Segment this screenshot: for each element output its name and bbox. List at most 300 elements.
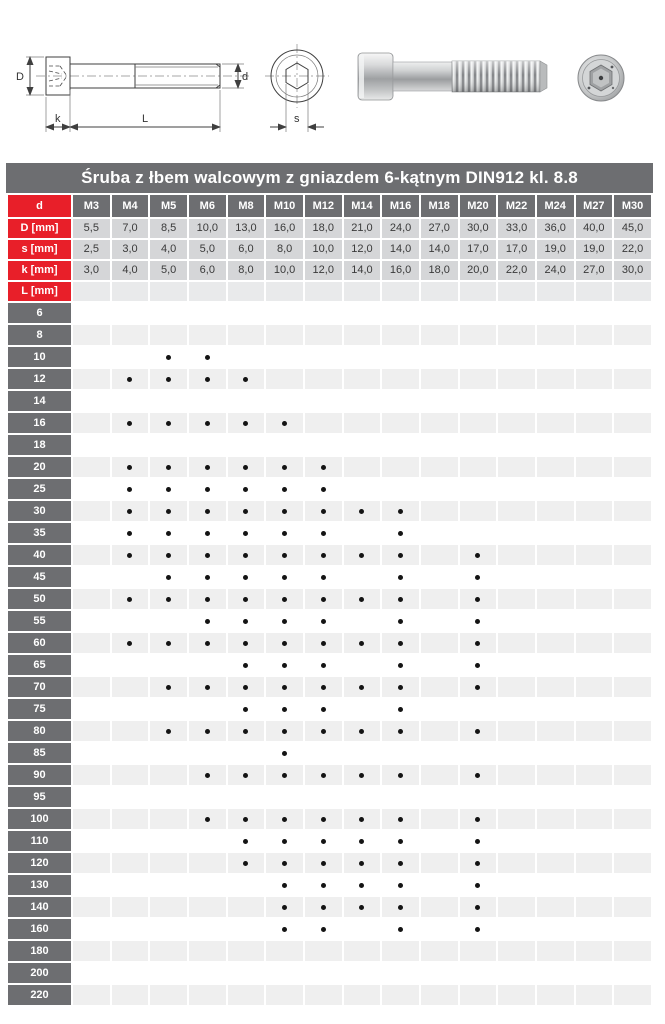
- availability-dot: [243, 597, 248, 602]
- availability-cell: [112, 787, 149, 807]
- availability-cell: [382, 941, 419, 961]
- availability-dot: [127, 553, 132, 558]
- availability-cell: [344, 325, 381, 345]
- availability-cell: [305, 941, 342, 961]
- availability-cell: [498, 567, 535, 587]
- availability-dot: [359, 817, 364, 822]
- availability-cell: [266, 501, 303, 521]
- availability-cell: [382, 435, 419, 455]
- availability-dot: [166, 509, 171, 514]
- dimension-value-cell: 7,0: [112, 219, 149, 238]
- availability-cell: [228, 523, 265, 543]
- dimension-value-cell: 33,0: [498, 219, 535, 238]
- availability-cell: [228, 985, 265, 1005]
- availability-dot: [398, 619, 403, 624]
- availability-cell: [421, 721, 458, 741]
- availability-dot: [243, 377, 248, 382]
- availability-cell: [537, 699, 574, 719]
- availability-cell: [228, 699, 265, 719]
- availability-cell: [305, 325, 342, 345]
- availability-cell: [112, 721, 149, 741]
- availability-cell: [576, 985, 613, 1005]
- availability-cell: [189, 655, 226, 675]
- availability-dot: [475, 597, 480, 602]
- availability-dot: [475, 685, 480, 690]
- availability-cell: [73, 479, 110, 499]
- availability-cell: [73, 809, 110, 829]
- dimension-row: [8, 240, 651, 259]
- size-header-row: [8, 195, 651, 217]
- availability-cell: [112, 699, 149, 719]
- availability-dot: [398, 817, 403, 822]
- availability-cell: [576, 655, 613, 675]
- availability-cell: [382, 325, 419, 345]
- availability-dot: [282, 773, 287, 778]
- dimension-row-label: D [mm]: [8, 219, 71, 238]
- length-row-label: 160: [8, 919, 71, 939]
- availability-cell: [421, 655, 458, 675]
- availability-cell: [614, 765, 651, 785]
- availability-cell: [460, 369, 497, 389]
- availability-dot: [321, 619, 326, 624]
- availability-cell: [266, 963, 303, 983]
- availability-cell: [228, 545, 265, 565]
- availability-cell: [344, 611, 381, 631]
- availability-cell: [112, 765, 149, 785]
- availability-cell: [189, 875, 226, 895]
- availability-dot: [282, 575, 287, 580]
- availability-cell: [150, 787, 187, 807]
- availability-cell: [266, 457, 303, 477]
- availability-cell: [305, 567, 342, 587]
- length-row-label: 18: [8, 435, 71, 455]
- availability-cell: [576, 875, 613, 895]
- dimension-value-cell: 17,0: [460, 240, 497, 259]
- availability-cell: [382, 567, 419, 587]
- dimension-value-cell: 19,0: [576, 240, 613, 259]
- size-col-header: M22: [498, 195, 535, 217]
- availability-cell: [150, 985, 187, 1005]
- availability-cell: [382, 589, 419, 609]
- availability-cell: [421, 369, 458, 389]
- availability-cell: [460, 897, 497, 917]
- availability-cell: [228, 831, 265, 851]
- size-col-header: M4: [112, 195, 149, 217]
- availability-cell: [498, 347, 535, 367]
- availability-dot: [398, 707, 403, 712]
- length-row: [8, 567, 651, 587]
- availability-dot: [243, 421, 248, 426]
- availability-cell: [112, 303, 149, 323]
- dimension-value-cell: 5,0: [150, 261, 187, 280]
- availability-cell: [150, 611, 187, 631]
- availability-cell: [498, 611, 535, 631]
- dimension-value-cell: 3,0: [112, 240, 149, 259]
- availability-cell: [150, 457, 187, 477]
- availability-dot: [282, 729, 287, 734]
- availability-dot: [359, 883, 364, 888]
- availability-dot: [321, 729, 326, 734]
- size-col-header: M8: [228, 195, 265, 217]
- availability-cell: [537, 457, 574, 477]
- availability-cell: [266, 919, 303, 939]
- availability-cell: [150, 963, 187, 983]
- availability-dot: [398, 883, 403, 888]
- length-row: [8, 369, 651, 389]
- length-row-label: 180: [8, 941, 71, 961]
- availability-cell: [73, 853, 110, 873]
- dimension-value-cell: 4,0: [112, 261, 149, 280]
- availability-cell: [228, 875, 265, 895]
- availability-cell: [344, 347, 381, 367]
- availability-cell: [189, 325, 226, 345]
- dimension-value-cell: 2,5: [73, 240, 110, 259]
- availability-dot: [321, 531, 326, 536]
- availability-dot: [475, 729, 480, 734]
- availability-cell: [112, 853, 149, 873]
- length-row: [8, 809, 651, 829]
- length-row: [8, 479, 651, 499]
- length-header-row: [8, 282, 651, 301]
- availability-cell: [344, 809, 381, 829]
- availability-cell: [112, 457, 149, 477]
- length-row: [8, 985, 651, 1005]
- dimension-row: [8, 219, 651, 238]
- availability-cell: [266, 699, 303, 719]
- length-header-empty-cell: [266, 282, 303, 301]
- availability-cell: [460, 963, 497, 983]
- length-header-empty-cell: [150, 282, 187, 301]
- availability-cell: [614, 677, 651, 697]
- availability-cell: [305, 479, 342, 499]
- availability-cell: [576, 897, 613, 917]
- availability-cell: [382, 523, 419, 543]
- dimension-value-cell: 24,0: [382, 219, 419, 238]
- length-header-empty-cell: [344, 282, 381, 301]
- availability-cell: [460, 523, 497, 543]
- availability-dot: [321, 487, 326, 492]
- length-row-label: 12: [8, 369, 71, 389]
- availability-cell: [421, 853, 458, 873]
- availability-cell: [498, 743, 535, 763]
- availability-cell: [537, 589, 574, 609]
- availability-dot: [282, 531, 287, 536]
- availability-cell: [228, 391, 265, 411]
- availability-cell: [150, 743, 187, 763]
- availability-dot: [359, 597, 364, 602]
- availability-cell: [614, 501, 651, 521]
- length-row-label: 65: [8, 655, 71, 675]
- availability-dot: [205, 377, 210, 382]
- dimension-value-cell: 14,0: [421, 240, 458, 259]
- availability-cell: [576, 589, 613, 609]
- availability-cell: [228, 897, 265, 917]
- availability-cell: [537, 479, 574, 499]
- availability-dot: [166, 641, 171, 646]
- availability-dot: [398, 509, 403, 514]
- availability-cell: [537, 831, 574, 851]
- availability-dot: [243, 619, 248, 624]
- dimension-value-cell: 45,0: [614, 219, 651, 238]
- availability-dot: [243, 509, 248, 514]
- availability-dot: [475, 663, 480, 668]
- availability-cell: [498, 897, 535, 917]
- availability-cell: [498, 765, 535, 785]
- availability-cell: [614, 655, 651, 675]
- availability-cell: [382, 765, 419, 785]
- availability-cell: [460, 875, 497, 895]
- screw-head-photo: [578, 55, 624, 101]
- availability-cell: [614, 391, 651, 411]
- availability-dot: [475, 839, 480, 844]
- availability-cell: [228, 765, 265, 785]
- availability-cell: [305, 435, 342, 455]
- dimension-value-cell: 27,0: [421, 219, 458, 238]
- availability-dot: [321, 663, 326, 668]
- availability-dot: [321, 707, 326, 712]
- dimension-value-cell: 12,0: [344, 240, 381, 259]
- availability-cell: [614, 963, 651, 983]
- availability-cell: [460, 457, 497, 477]
- availability-cell: [614, 787, 651, 807]
- availability-dot: [205, 531, 210, 536]
- length-row: [8, 765, 651, 785]
- availability-cell: [421, 435, 458, 455]
- availability-cell: [150, 919, 187, 939]
- availability-cell: [228, 457, 265, 477]
- availability-cell: [305, 303, 342, 323]
- availability-cell: [421, 633, 458, 653]
- availability-dot: [205, 355, 210, 360]
- availability-cell: [189, 501, 226, 521]
- availability-dot: [127, 465, 132, 470]
- availability-cell: [228, 435, 265, 455]
- availability-cell: [498, 853, 535, 873]
- availability-cell: [614, 369, 651, 389]
- availability-dot: [166, 597, 171, 602]
- availability-cell: [576, 721, 613, 741]
- availability-cell: [537, 875, 574, 895]
- availability-cell: [344, 963, 381, 983]
- availability-dot: [282, 487, 287, 492]
- availability-dot: [205, 619, 210, 624]
- availability-cell: [614, 435, 651, 455]
- availability-dot: [243, 729, 248, 734]
- dimension-row-label: k [mm]: [8, 261, 71, 280]
- availability-cell: [305, 633, 342, 653]
- availability-cell: [576, 435, 613, 455]
- availability-cell: [189, 633, 226, 653]
- availability-dot: [475, 905, 480, 910]
- size-col-header: M16: [382, 195, 419, 217]
- availability-cell: [228, 809, 265, 829]
- dimension-value-cell: 30,0: [460, 219, 497, 238]
- availability-cell: [576, 699, 613, 719]
- availability-cell: [266, 897, 303, 917]
- availability-dot: [359, 553, 364, 558]
- length-header-empty-cell: [228, 282, 265, 301]
- length-header-empty-cell: [305, 282, 342, 301]
- availability-cell: [498, 985, 535, 1005]
- availability-dot: [127, 509, 132, 514]
- availability-cell: [382, 611, 419, 631]
- availability-cell: [421, 743, 458, 763]
- availability-cell: [150, 303, 187, 323]
- availability-cell: [189, 523, 226, 543]
- availability-cell: [305, 875, 342, 895]
- length-row: [8, 347, 651, 367]
- availability-cell: [73, 347, 110, 367]
- availability-cell: [112, 325, 149, 345]
- spec-table: [6, 193, 653, 1007]
- availability-cell: [614, 303, 651, 323]
- availability-cell: [460, 655, 497, 675]
- length-header-empty-cell: [498, 282, 535, 301]
- spec-table-wrap: [6, 163, 653, 1007]
- availability-cell: [344, 413, 381, 433]
- availability-cell: [189, 743, 226, 763]
- availability-cell: [73, 589, 110, 609]
- availability-cell: [537, 611, 574, 631]
- availability-cell: [537, 941, 574, 961]
- availability-cell: [228, 677, 265, 697]
- availability-cell: [576, 765, 613, 785]
- availability-cell: [498, 501, 535, 521]
- availability-cell: [421, 479, 458, 499]
- availability-dot: [359, 839, 364, 844]
- availability-cell: [382, 919, 419, 939]
- availability-cell: [382, 787, 419, 807]
- availability-cell: [228, 787, 265, 807]
- availability-cell: [460, 303, 497, 323]
- availability-cell: [73, 545, 110, 565]
- availability-cell: [421, 831, 458, 851]
- availability-cell: [73, 413, 110, 433]
- availability-cell: [421, 545, 458, 565]
- availability-cell: [266, 303, 303, 323]
- availability-dot: [475, 553, 480, 558]
- availability-cell: [421, 963, 458, 983]
- availability-cell: [266, 787, 303, 807]
- availability-cell: [498, 633, 535, 653]
- dimension-value-cell: 14,0: [382, 240, 419, 259]
- availability-cell: [112, 677, 149, 697]
- availability-cell: [150, 721, 187, 741]
- availability-cell: [112, 941, 149, 961]
- availability-cell: [344, 985, 381, 1005]
- dimension-value-cell: 16,0: [266, 219, 303, 238]
- availability-dot: [321, 927, 326, 932]
- availability-cell: [305, 721, 342, 741]
- availability-cell: [305, 611, 342, 631]
- availability-cell: [266, 391, 303, 411]
- availability-cell: [228, 941, 265, 961]
- availability-cell: [614, 875, 651, 895]
- availability-cell: [112, 413, 149, 433]
- dimension-D-label: D: [16, 71, 24, 83]
- length-header-empty-cell: [189, 282, 226, 301]
- availability-cell: [150, 941, 187, 961]
- availability-dot: [321, 883, 326, 888]
- availability-cell: [421, 347, 458, 367]
- availability-dot: [127, 597, 132, 602]
- availability-cell: [344, 765, 381, 785]
- availability-cell: [305, 743, 342, 763]
- availability-cell: [576, 611, 613, 631]
- availability-cell: [228, 303, 265, 323]
- length-row: [8, 435, 651, 455]
- length-row-label: 110: [8, 831, 71, 851]
- size-col-header: M12: [305, 195, 342, 217]
- availability-cell: [305, 765, 342, 785]
- availability-dot: [166, 729, 171, 734]
- length-row-label: 35: [8, 523, 71, 543]
- availability-dot: [205, 685, 210, 690]
- availability-cell: [344, 633, 381, 653]
- availability-cell: [305, 523, 342, 543]
- availability-cell: [189, 435, 226, 455]
- availability-cell: [266, 853, 303, 873]
- availability-cell: [537, 655, 574, 675]
- availability-cell: [266, 347, 303, 367]
- availability-cell: [228, 743, 265, 763]
- availability-cell: [150, 589, 187, 609]
- availability-cell: [344, 545, 381, 565]
- length-row-label: 14: [8, 391, 71, 411]
- length-row: [8, 589, 651, 609]
- length-row-label: 10: [8, 347, 71, 367]
- availability-dot: [398, 905, 403, 910]
- availability-cell: [382, 655, 419, 675]
- availability-cell: [382, 347, 419, 367]
- availability-cell: [498, 457, 535, 477]
- availability-cell: [537, 809, 574, 829]
- length-row: [8, 677, 651, 697]
- availability-cell: [228, 853, 265, 873]
- availability-cell: [421, 523, 458, 543]
- availability-dot: [475, 817, 480, 822]
- availability-cell: [189, 809, 226, 829]
- availability-cell: [421, 809, 458, 829]
- availability-cell: [576, 413, 613, 433]
- availability-cell: [576, 787, 613, 807]
- length-header-empty-cell: [576, 282, 613, 301]
- availability-cell: [344, 589, 381, 609]
- availability-dot: [321, 817, 326, 822]
- availability-dot: [475, 927, 480, 932]
- availability-dot: [205, 553, 210, 558]
- availability-cell: [266, 941, 303, 961]
- dimension-value-cell: 17,0: [498, 240, 535, 259]
- availability-cell: [189, 347, 226, 367]
- availability-cell: [73, 875, 110, 895]
- length-header-label: L [mm]: [8, 282, 71, 301]
- availability-cell: [421, 457, 458, 477]
- availability-cell: [305, 787, 342, 807]
- availability-cell: [614, 633, 651, 653]
- availability-cell: [576, 831, 613, 851]
- availability-cell: [344, 677, 381, 697]
- availability-cell: [421, 611, 458, 631]
- availability-cell: [460, 435, 497, 455]
- availability-cell: [344, 479, 381, 499]
- availability-dot: [243, 641, 248, 646]
- dimension-d-label: d: [242, 71, 249, 83]
- availability-cell: [344, 743, 381, 763]
- availability-dot: [359, 641, 364, 646]
- availability-cell: [576, 919, 613, 939]
- availability-cell: [421, 589, 458, 609]
